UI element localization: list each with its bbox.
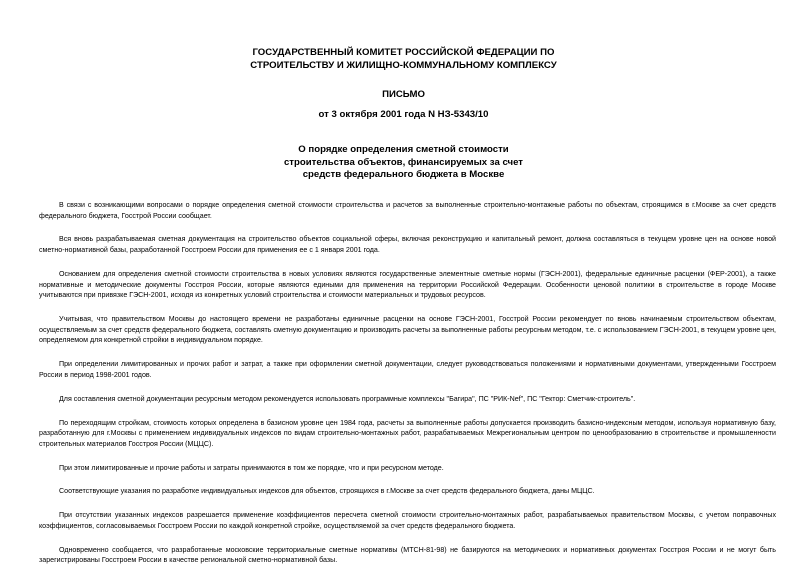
document-subject <box>0 144 807 182</box>
body-paragraph: Основанием для определения сметной стоимости строительства в новых условиях являются государственные элементные сметные нормы (ГЭСН-2001), федеральные единичные расценки (ФЕР-2001), а также нормативные и методические документы Госстроя России, которые являются едиными для применения на территории Российской Федерации. Особенности ценовой политики в строительстве в городе Москве учитываются при привязке ГЭСН-2001, исходя из конкретных условий строительства и стоимости материальных и трудовых ресурсов. <box>39 269 776 300</box>
issuing-organization <box>0 46 807 72</box>
subject-line-3: средств федерального бюджета в Москве <box>302 169 505 180</box>
letter-body <box>39 200 776 579</box>
org-line-1: ГОСУДАРСТВЕННЫЙ КОМИТЕТ РОССИЙСКОЙ ФЕДЕРАЦИИ ПО <box>252 47 555 58</box>
body-paragraph: При определении лимитированных и прочих работ и затрат, а также при оформлении сметной документации, следует руководствоваться положениями и нормативными документами, утвержденными Госстроем России в период 1998-2001 годов. <box>39 360 776 379</box>
body-paragraph: Одновременно сообщается, что разработанные московские территориальные сметные нормативы (МТСН-81-98) не базируются на методических и нормативных документах Госстроя России и не могут быть зарегистрированы Госстроем России в качестве региональной сметно-нормативной базы. <box>39 545 776 565</box>
doc-date-label: от 3 октября 2001 года N НЗ-5343/10 <box>318 109 489 120</box>
body-paragraph: Для составления сметной документации ресурсным методом рекомендуется использовать программные комплексы "Багира", ПС "РИК-Nef", ПС "Гектор: Сметчик-строитель". <box>59 394 636 403</box>
document-date-number <box>0 108 807 121</box>
body-paragraph: В связи с возникающими вопросами о порядке определения сметной стоимости строительства и расчетов за выполненные строительно-монтажные работы по объектам, строящимся в г.Москве за счет средств федерального бюджета, Госстрой России сообщает. <box>39 201 776 220</box>
body-paragraph: При отсутствии указанных индексов разрешается применение коэффициентов пересчета сметной стоимости строительно-монтажных работ, разрабатываемых правительством Москвы, с учетом поправочных коэффициентов, согласовываемых Госстроем России по каждой конкретной стройке, осуществляемой за счет средств федерального бюджета. <box>39 511 776 530</box>
body-paragraph: Соответствующие указания по разработке индивидуальных индексов для объектов, строящихся в г.Москве за счет средств федерального бюджета, даны МЦЦС. <box>59 487 595 496</box>
document-type <box>0 88 807 101</box>
body-paragraph: Вся вновь разрабатываемая сметная документация на строительство объектов социальной сферы, включая реконструкцию и капитальный ремонт, должна составляться в текущем уровне цен на основе новой сметно-нормативной базы, разработанной Госстроем России для применения ее с 1 января 2001 года. <box>39 235 776 255</box>
body-paragraph: По переходящим стройкам, стоимость которых определена в базисном уровне цен 1984 года, расчеты за выполненные работы допускается производить базисно-индексным методом, используя нормативную базу, разработанную для г.Москвы с применением индивидуальных индексов по видам строительно-монтажных работ, разрабатываемых Межрегиональным центром по ценообразованию в строительстве и промышленности строительных материалов Госстроя России (МЦЦС). <box>39 418 776 448</box>
doc-type-label: ПИСЬМО <box>382 89 425 100</box>
body-paragraph: При этом лимитированные и прочие работы и затраты принимаются в том же порядке, что и при ресурсном методе. <box>59 463 444 472</box>
org-line-2: СТРОИТЕЛЬСТВУ И ЖИЛИЩНО-КОММУНАЛЬНОМУ КОМПЛЕКСУ <box>250 60 557 71</box>
subject-line-1: О порядке определения сметной стоимости <box>298 144 509 155</box>
body-paragraph: Учитывая, что правительством Москвы до настоящего времени не разработаны единичные расценки на основе ГЭСН-2001, Госстрой России рекомендует по вновь начинаемым строительством объектам, осуществляемым за счет средств федерального бюджета, составлять сметную документацию и производить расчеты за выполненные работы ресурсным методом, т.е. с использованием ГЭСН-2001, в текущем уровне цен, определяемом для конкретной стройки в индивидуальном порядке. <box>39 315 776 345</box>
subject-line-2: строительства объектов, финансируемых за счет <box>283 156 524 168</box>
